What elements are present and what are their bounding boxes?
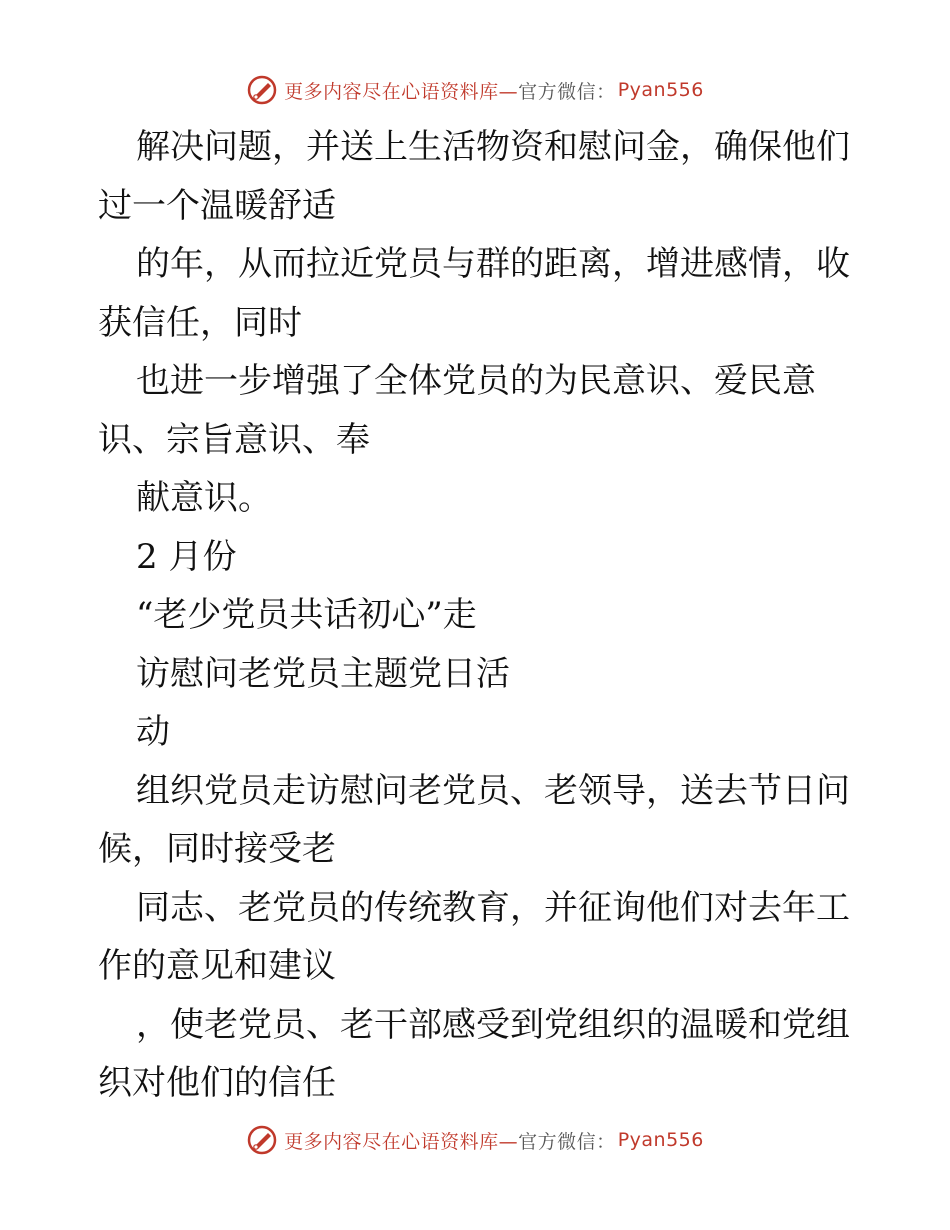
text-line: “老少党员共话初心”走: [136, 595, 477, 635]
seal-pen-icon: [246, 74, 278, 106]
watermark-wechat-label: 官方微信：: [518, 80, 616, 103]
watermark-brand-text: 更多内容尽在心语资料库—: [284, 80, 519, 103]
header-watermark: [0, 70, 950, 110]
text-line: 也进一步增强了全体党员的为民意识、爱民意: [136, 361, 816, 401]
text-line: 献意识。: [136, 478, 272, 518]
text-line: 识、宗旨意识、奉: [98, 419, 370, 460]
text-line: 2 月份: [136, 536, 237, 577]
text-line: 织对他们的信任: [98, 1063, 336, 1103]
text-line: 作的意见和建议: [98, 946, 336, 986]
text-line: 候，同时接受老: [98, 829, 336, 869]
watermark-wechat-label: 官方微信：: [518, 1130, 616, 1153]
text-line: ，使老党员、老干部感受到党组织的温暖和党组: [136, 1004, 850, 1045]
text-line: 过一个温暖舒适: [98, 185, 336, 226]
text-line: 访慰问老党员主题党日活: [136, 653, 510, 694]
text-line: 同志、老党员的传统教育，并征询他们对去年工: [136, 887, 850, 928]
footer-watermark: [0, 1120, 950, 1160]
text-line: 获信任，同时: [98, 302, 302, 343]
text-line: 解决问题，并送上生活物资和慰问金，确保他们: [136, 127, 850, 167]
watermark-brand-text: 更多内容尽在心语资料库—: [284, 1130, 519, 1153]
watermark-wechat-id: Pyan556: [617, 1129, 704, 1151]
watermark-wechat-id: Pyan556: [617, 79, 704, 101]
text-line: 的年，从而拉近党员与群的距离，增进感情，收: [136, 244, 850, 284]
text-line: 动: [136, 712, 170, 752]
seal-pen-icon: [246, 1124, 278, 1156]
document-body: [98, 118, 858, 1113]
text-line: 组织党员走访慰问老党员、老领导，送去节日问: [136, 770, 850, 811]
